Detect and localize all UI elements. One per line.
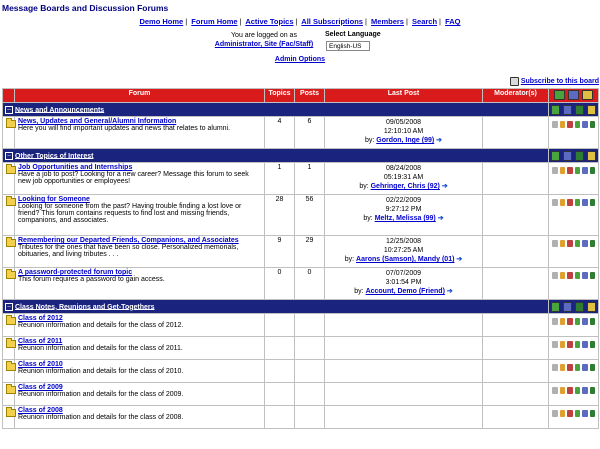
posts-count: 6 <box>295 117 325 149</box>
folder-icon <box>6 239 16 247</box>
delete-icon[interactable] <box>567 318 573 325</box>
subscribe-icon[interactable] <box>582 341 588 348</box>
new-category-icon[interactable] <box>554 90 565 100</box>
forum-description: Reunion information and details for the class of 2011. <box>18 345 183 352</box>
jump-to-last-post-icon[interactable]: ➔ <box>437 215 444 222</box>
category-row <box>3 103 599 117</box>
category-link[interactable]: Other Topics of Interest <box>15 152 94 160</box>
forum-row <box>3 314 599 337</box>
subscribe-board-link[interactable]: Subscribe to this board <box>520 78 599 85</box>
lock-icon[interactable] <box>552 121 558 128</box>
delete-icon[interactable] <box>567 240 573 247</box>
nav-forum-home[interactable]: Forum Home <box>191 17 238 26</box>
subscribe-icon <box>510 77 519 86</box>
category-row <box>3 149 599 163</box>
folder-icon[interactable] <box>575 272 581 279</box>
moderators-cell <box>483 383 549 406</box>
edit-icon[interactable] <box>560 121 566 128</box>
folder-icon <box>6 409 16 417</box>
globe-icon[interactable] <box>590 121 596 128</box>
lock-icon[interactable] <box>552 318 558 325</box>
new-forum-icon[interactable] <box>551 302 560 312</box>
forum-description: Reunion information and details for the class of 2009. <box>18 391 184 398</box>
logon-text: You are logged on as <box>231 32 297 39</box>
folder-icon <box>6 120 16 128</box>
lock-icon[interactable] <box>582 90 593 100</box>
topics-count: 0 <box>265 268 295 300</box>
globe-icon[interactable] <box>590 272 596 279</box>
forum-title-link[interactable]: Remembering our Departed Friends, Companions, and Associates <box>18 237 239 244</box>
forum-description: Reunion information and details for the class of 2008. <box>18 414 184 421</box>
language-select[interactable]: English-US <box>326 41 370 51</box>
last-post <box>325 117 483 149</box>
moderators-cell <box>483 406 549 429</box>
subscribe-icon[interactable] <box>582 364 588 371</box>
delete-icon[interactable] <box>567 410 573 417</box>
globe-icon[interactable] <box>575 302 584 312</box>
moderators-cell <box>483 268 549 300</box>
topics-count: 9 <box>265 236 295 268</box>
posts-count: 0 <box>295 268 325 300</box>
edit-category-icon[interactable] <box>563 105 572 115</box>
edit-icon[interactable] <box>560 199 566 206</box>
language-label: Select Language <box>325 31 381 38</box>
nav-faq[interactable]: FAQ <box>445 17 461 26</box>
jump-to-last-post-icon[interactable]: ➔ <box>446 288 453 295</box>
delete-icon[interactable] <box>567 121 573 128</box>
forum-row <box>3 337 599 360</box>
last-post-date: 12/25/2008 <box>385 238 422 245</box>
forum-title-link[interactable]: Job Opportunities and Internships <box>18 164 133 171</box>
moderators-cell <box>483 163 549 195</box>
last-post-author[interactable]: Account, Demo (Friend) <box>365 288 445 295</box>
posts-count: 29 <box>295 236 325 268</box>
folder-icon[interactable] <box>575 199 581 206</box>
table-header-row <box>3 89 599 103</box>
collapse-icon[interactable]: – <box>5 106 13 114</box>
category-link[interactable]: News and Announcements <box>15 106 105 114</box>
logon-info <box>214 31 314 49</box>
folder-icon <box>6 386 16 394</box>
col-last-post: Last Post <box>325 89 483 103</box>
edit-category-icon[interactable] <box>568 90 579 100</box>
category-link[interactable]: Class Notes, Reunions and Get-Togethers <box>15 303 155 311</box>
folder-icon[interactable] <box>575 121 581 128</box>
forum-title-link[interactable]: Class of 2010 <box>18 361 63 368</box>
lock-icon[interactable] <box>552 341 558 348</box>
globe-icon[interactable] <box>575 151 584 161</box>
new-forum-icon[interactable] <box>551 151 560 161</box>
forum-description: Looking for someone from the past? Having trouble finding a lost love or friend? This forum contains requests to find lost and missing friends, companions, and associates. <box>18 203 242 224</box>
delete-icon[interactable] <box>567 341 573 348</box>
delete-icon[interactable] <box>567 199 573 206</box>
subscribe-icon[interactable] <box>582 199 588 206</box>
last-post-by: by: <box>364 137 375 144</box>
forum-description: Have a job to post? Looking for a new career? Message this forum to seek new job opportunities or employees! <box>18 171 249 185</box>
last-post-time: 9:27:12 PM <box>385 206 422 213</box>
last-post-date: 07/07/2009 <box>385 270 422 277</box>
forum-description: This forum requires a password to gain access. <box>18 276 165 283</box>
folder-icon[interactable] <box>575 240 581 247</box>
delete-icon[interactable] <box>567 272 573 279</box>
page-title: Message Boards and Discussion Forums <box>2 3 169 13</box>
col-moderators: Moderator(s) <box>483 89 549 103</box>
globe-icon[interactable] <box>590 364 596 371</box>
posts-count: 56 <box>295 195 325 236</box>
col-topics: Topics <box>265 89 295 103</box>
last-post-author[interactable]: Aarons (Samson), Mandy (01) <box>356 256 455 263</box>
edit-icon[interactable] <box>560 318 566 325</box>
edit-icon[interactable] <box>560 387 566 394</box>
globe-icon[interactable] <box>590 318 596 325</box>
edit-icon[interactable] <box>560 167 566 174</box>
last-post-date: 02/22/2009 <box>385 197 422 204</box>
lock-icon[interactable] <box>552 240 558 247</box>
forum-description: Tributes for the ones that have been so close. Personalized memorials, obituaries, and living tributes . . . <box>18 244 239 258</box>
edit-icon[interactable] <box>560 240 566 247</box>
col-forum: Forum <box>15 89 265 103</box>
forum-table <box>2 88 599 429</box>
folder-icon <box>6 363 16 371</box>
edit-category-icon[interactable] <box>563 151 572 161</box>
nav-demo-home[interactable]: Demo Home <box>139 17 184 26</box>
jump-to-last-post-icon[interactable]: ➔ <box>441 183 448 190</box>
forum-row <box>3 360 599 383</box>
lock-icon[interactable] <box>552 199 558 206</box>
delete-category-icon[interactable] <box>587 151 596 161</box>
new-forum-icon[interactable] <box>551 105 560 115</box>
forum-description: Reunion information and details for the class of 2012. <box>18 322 184 329</box>
logon-user-link[interactable]: Administrator, Site (Fac/Staff) <box>214 41 314 48</box>
last-post <box>325 236 483 268</box>
forum-title-link[interactable]: Class of 2009 <box>18 384 63 391</box>
moderators-cell <box>483 314 549 337</box>
col-posts: Posts <box>295 89 325 103</box>
forum-title-link[interactable]: Class of 2012 <box>18 315 63 322</box>
nav-active-topics[interactable]: Active Topics <box>245 17 294 26</box>
moderators-cell <box>483 360 549 383</box>
last-post <box>325 163 483 195</box>
lock-icon[interactable] <box>552 410 558 417</box>
admin-options-link[interactable]: Admin Options <box>274 56 326 63</box>
forum-title-link[interactable]: Class of 2011 <box>18 338 63 345</box>
last-post-by: by: <box>344 256 355 263</box>
forum-row <box>3 406 599 429</box>
forum-row <box>3 195 599 236</box>
forum-title-link[interactable]: Looking for Someone <box>18 196 90 203</box>
category-row <box>3 300 599 314</box>
delete-icon[interactable] <box>567 364 573 371</box>
subscribe-board[interactable] <box>510 77 599 86</box>
folder-icon[interactable] <box>575 318 581 325</box>
globe-icon[interactable] <box>575 105 584 115</box>
forum-title-link[interactable]: Class of 2008 <box>18 407 63 414</box>
edit-category-icon[interactable] <box>563 302 572 312</box>
last-post-author[interactable]: Gordon, Inge (99) <box>376 137 435 144</box>
last-post-author[interactable]: Meltz, Melissa (99) <box>374 215 436 222</box>
subscribe-icon[interactable] <box>582 240 588 247</box>
folder-icon <box>6 340 16 348</box>
folder-icon <box>6 166 16 174</box>
last-post-date: 09/05/2008 <box>385 119 422 126</box>
edit-icon[interactable] <box>560 341 566 348</box>
delete-category-icon[interactable] <box>587 105 596 115</box>
delete-icon[interactable] <box>567 387 573 394</box>
last-post-by: by: <box>363 215 373 222</box>
lock-icon[interactable] <box>552 387 558 394</box>
subscribe-icon[interactable] <box>582 387 588 394</box>
topics-count: 28 <box>265 195 295 236</box>
last-post <box>325 268 483 300</box>
moderators-cell <box>483 337 549 360</box>
subscribe-icon[interactable] <box>582 167 588 174</box>
last-post-date: 08/24/2008 <box>385 165 422 172</box>
folder-icon[interactable] <box>575 364 581 371</box>
globe-icon[interactable] <box>590 387 596 394</box>
subscribe-icon[interactable] <box>582 318 588 325</box>
top-nav: Demo Home | Forum Home | Active Topics | All Subscriptions | Members | Search | FAQ <box>139 17 461 26</box>
collapse-icon[interactable]: – <box>5 303 13 311</box>
edit-icon[interactable] <box>560 272 566 279</box>
globe-icon[interactable] <box>590 199 596 206</box>
last-post-by: by: <box>359 183 369 190</box>
moderators-cell <box>483 236 549 268</box>
folder-icon[interactable] <box>575 410 581 417</box>
posts-count: 1 <box>295 163 325 195</box>
nav-members[interactable]: Members <box>371 17 404 26</box>
collapse-icon[interactable]: – <box>5 152 13 160</box>
lock-icon[interactable] <box>552 272 558 279</box>
folder-icon[interactable] <box>575 167 581 174</box>
edit-icon[interactable] <box>560 364 566 371</box>
globe-icon[interactable] <box>590 167 596 174</box>
subscribe-icon[interactable] <box>582 410 588 417</box>
folder-icon[interactable] <box>575 387 581 394</box>
forum-row <box>3 268 599 300</box>
jump-to-last-post-icon[interactable]: ➔ <box>456 256 463 263</box>
forum-row <box>3 236 599 268</box>
moderators-cell <box>483 117 549 149</box>
delete-category-icon[interactable] <box>587 302 596 312</box>
globe-icon[interactable] <box>590 240 596 247</box>
last-post-author[interactable]: Gehringer, Chris (92) <box>370 183 440 190</box>
subscribe-icon[interactable] <box>582 272 588 279</box>
topics-count: 1 <box>265 163 295 195</box>
forum-row <box>3 117 599 149</box>
nav-all-subscriptions[interactable]: All Subscriptions <box>301 17 363 26</box>
last-post-time: 12:10:10 AM <box>383 128 424 135</box>
last-post-time: 10:27:25 AM <box>383 247 424 254</box>
globe-icon[interactable] <box>590 410 596 417</box>
folder-icon[interactable] <box>575 341 581 348</box>
folder-icon <box>6 198 16 206</box>
moderators-cell <box>483 195 549 236</box>
subscribe-icon[interactable] <box>582 121 588 128</box>
last-post-time: 05:19:31 AM <box>383 174 424 181</box>
edit-icon[interactable] <box>560 410 566 417</box>
topics-count: 4 <box>265 117 295 149</box>
forum-description: Reunion information and details for the class of 2010. <box>18 368 184 375</box>
last-post <box>325 195 483 236</box>
lock-icon[interactable] <box>552 167 558 174</box>
globe-icon[interactable] <box>590 341 596 348</box>
forum-description: Here you will find important updates and news that relates to alumni. <box>18 125 231 132</box>
forum-row <box>3 163 599 195</box>
nav-search[interactable]: Search <box>412 17 438 26</box>
forum-title-link[interactable]: News, Updates and General/Alumni Information <box>18 118 177 125</box>
delete-icon[interactable] <box>567 167 573 174</box>
lock-icon[interactable] <box>552 364 558 371</box>
last-post-time: 3:01:54 PM <box>385 279 422 286</box>
forum-row <box>3 383 599 406</box>
forum-title-link[interactable]: A password-protected forum topic <box>18 269 133 276</box>
folder-icon <box>6 271 16 279</box>
jump-to-last-post-icon[interactable]: ➔ <box>436 137 443 144</box>
folder-icon <box>6 317 16 325</box>
last-post-by: by: <box>354 288 364 295</box>
